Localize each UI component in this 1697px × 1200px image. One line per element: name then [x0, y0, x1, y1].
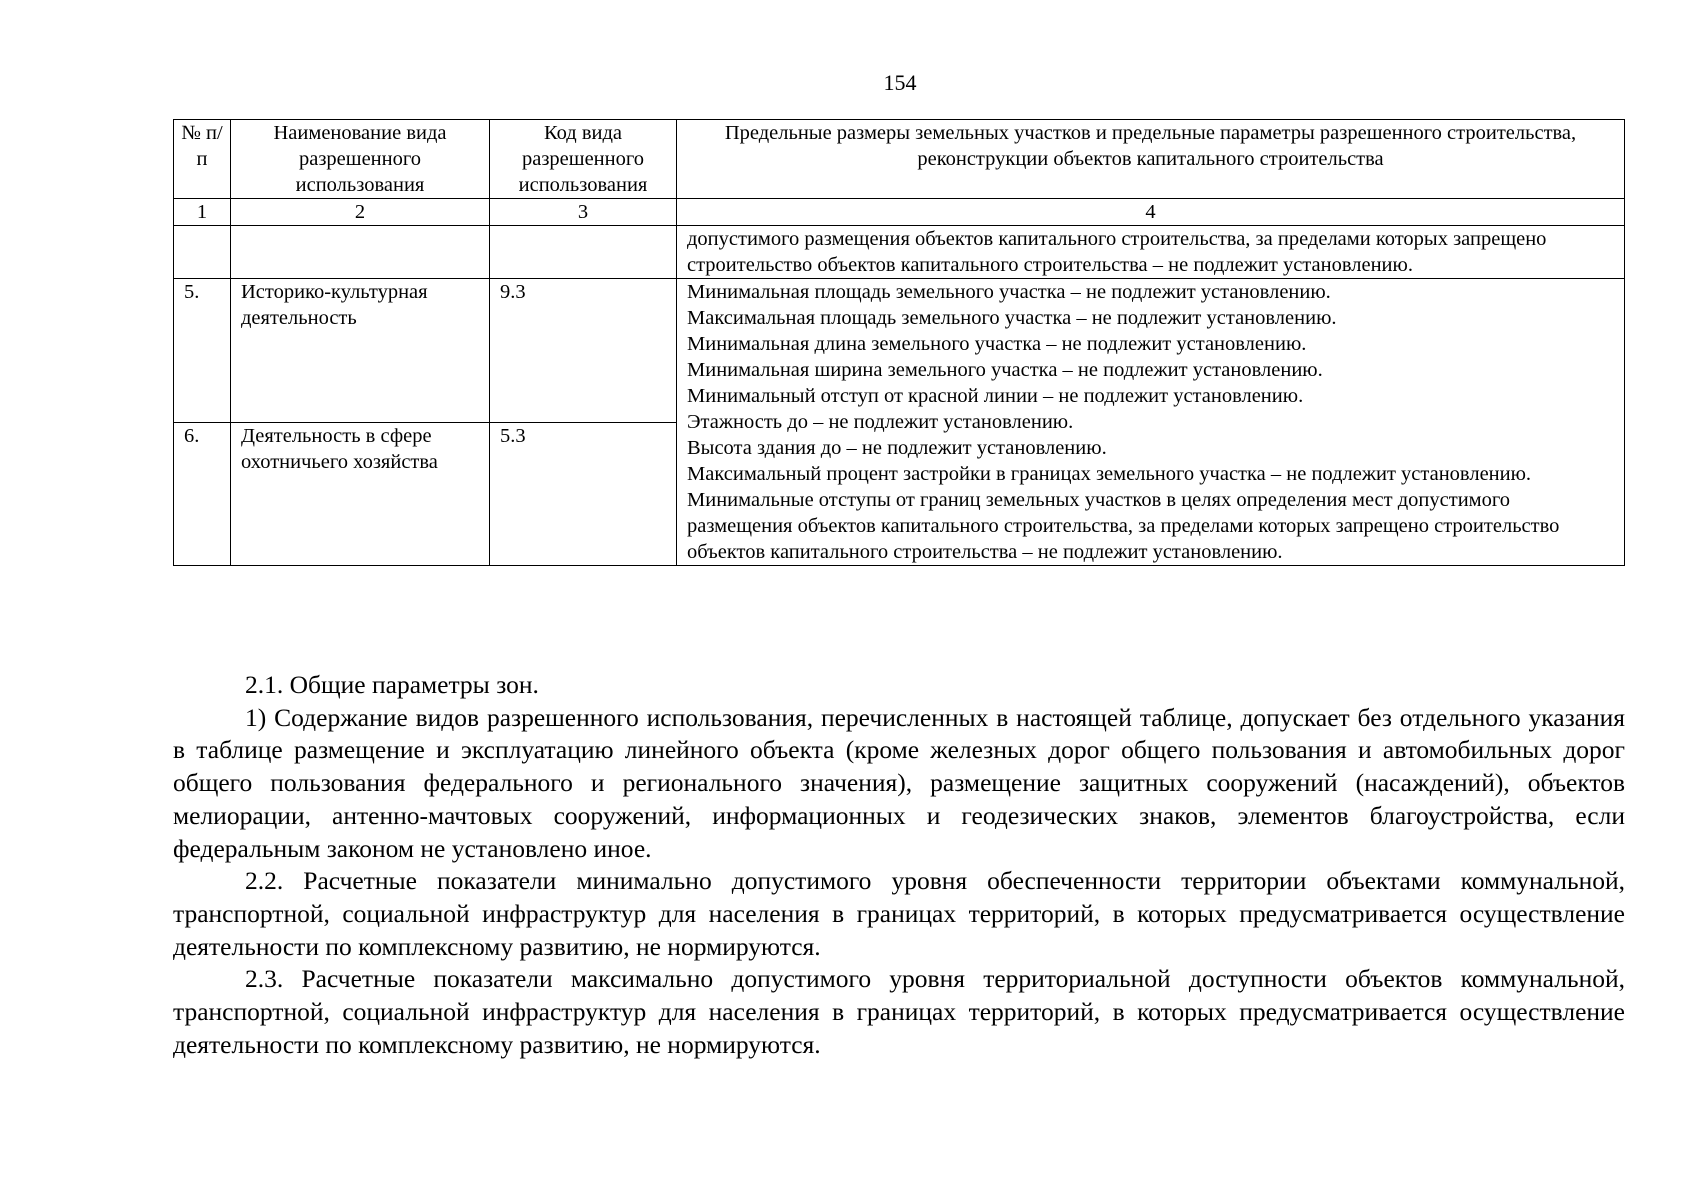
empty-cell [174, 226, 231, 279]
param-line: Минимальная длина земельного участка – не подлежит установлению. [687, 333, 1307, 355]
paragraph: 2.2. Расчетные показатели минимально допустимого уровня обеспеченности территории объектами коммунальной, транспортной, социальной инфраструктур для населения в границах территорий, в которых предусматривается осуществление деятельности по комплексному развитию, не нормируются. [173, 866, 1625, 961]
param-line: Максимальный процент застройки в границах земельного участка – не подлежит установлению. [687, 463, 1532, 485]
table-row [174, 279, 1625, 423]
section-heading: 2.1. Общие параметры зон. [245, 670, 539, 699]
empty-cell [490, 226, 677, 279]
use-type-code: 5.3 [490, 422, 677, 566]
use-type-name: Деятельность в сфере охотничьего хозяйства [231, 422, 490, 566]
row-number: 6. [174, 422, 231, 566]
header-params: Предельные размеры земельных участков и предельные параметры разрешенного строительства, реконструкции объектов капитального строительства [677, 120, 1625, 199]
header-code: Код вида разрешенного использования [490, 120, 677, 199]
row-number: 5. [174, 279, 231, 423]
param-line: Максимальная площадь земельного участка – не подлежит установлению. [687, 307, 1337, 329]
table-row-continuation [174, 226, 1625, 279]
empty-cell [231, 226, 490, 279]
shared-params-cell [677, 279, 1625, 566]
param-line: Минимальная площадь земельного участка – не подлежит установлению. [687, 281, 1331, 303]
column-number-row [174, 199, 1625, 226]
land-use-parameters-table [173, 119, 1625, 566]
continuation-params: допустимого размещения объектов капитального строительства, за пределами которых запрещено строительство объектов капитального строительства – не подлежит установлению. [677, 226, 1625, 279]
paragraph: 1) Содержание видов разрешенного использования, перечисленных в настоящей таблице, допускает без отдельного указания в таблице размещение и эксплуатацию линейного объекта (кроме железных дорог общего пользования и автомобильных дорог общего пользования федерального и регионального значения), размещение защитных сооружений (насаждений), объектов мелиорации, антенно-мачтовых сооружений, информационных и геодезических знаков, элементов благоустройства, если федеральным законом не установлено иное. [173, 702, 1625, 863]
column-number: 3 [490, 199, 677, 226]
param-line: Минимальная ширина земельного участка – не подлежит установлению. [687, 359, 1323, 381]
column-number: 4 [677, 199, 1625, 226]
column-number: 2 [231, 199, 490, 226]
use-type-name: Историко-культурная деятельность [231, 279, 490, 423]
paragraph: 2.3. Расчетные показатели максимально допустимого уровня территориальной доступности объектов коммунальной, транспортной, социальной инфраструктур для населения в границах территорий, в которых предусматривается осуществление деятельности по комплексному развитию, не нормируются. [173, 964, 1625, 1059]
table-header-row [174, 120, 1625, 199]
header-name: Наименование вида разрешенного использования [231, 120, 490, 199]
param-line: Высота здания до – не подлежит установлению. [687, 437, 1107, 459]
header-no: № п/п [174, 120, 231, 199]
param-line: Минимальные отступы от границ земельных участков в целях определения мест допустимого размещения объектов капитального строительства, за пределами которых запрещено строительство объектов капитального строительства – не подлежит установлению. [687, 489, 1560, 563]
param-line: Минимальный отступ от красной линии – не подлежит установлению. [687, 385, 1304, 407]
param-line: Этажность до – не подлежит установлению. [687, 411, 1074, 433]
column-number: 1 [174, 199, 231, 226]
use-type-code: 9.3 [490, 279, 677, 423]
page-number: 154 [883, 70, 917, 95]
body-text [173, 669, 1625, 1061]
